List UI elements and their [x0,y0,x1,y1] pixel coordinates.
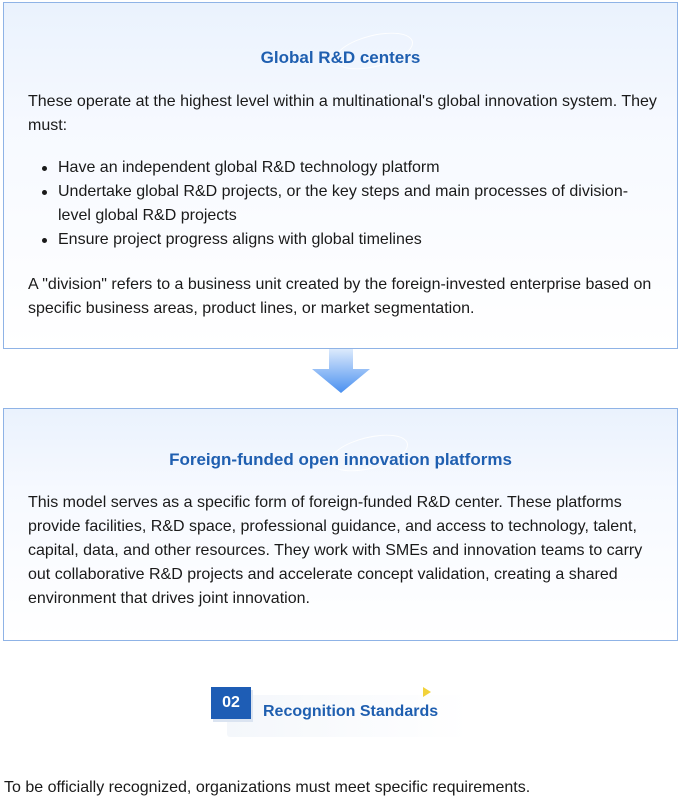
list-item: Have an independent global R&D technology platform [58,156,657,180]
requirements-list [28,156,657,252]
triangle-icon [423,687,431,697]
card-title: Foreign-funded open innovation platforms [169,450,512,469]
body-text: To be officially recognized, organizations must meet specific requirements. [4,779,531,796]
down-arrow-icon [311,349,371,394]
open-innovation-platforms-card [3,408,678,641]
section-number-badge: 02 [211,687,251,719]
global-rd-centers-card [3,2,678,349]
card-intro: These operate at the highest level within a multinational's global innovation system. They must: [28,93,657,134]
section-title: Recognition Standards [263,703,439,720]
section-heading [211,687,471,737]
card-body: This model serves as a specific form of foreign-funded R&D center. These platforms provide facilities, R&D space, professional guidance, and access to technology, talent, capital, data, and other resources. They work with SMEs and innovation teams to carry out collaborative R&D projects and accelerate concept validation, creating a shared environment that drives joint innovation. [28,494,643,607]
list-item: Ensure project progress aligns with global timelines [58,228,657,252]
list-item: Undertake global R&D projects, or the key steps and main processes of division-level global R&D projects [58,180,657,228]
card-note: A "division" refers to a business unit created by the foreign-invested enterprise based on specific business areas, product lines, or market segmentation. [28,276,652,317]
card-title: Global R&D centers [260,48,421,67]
